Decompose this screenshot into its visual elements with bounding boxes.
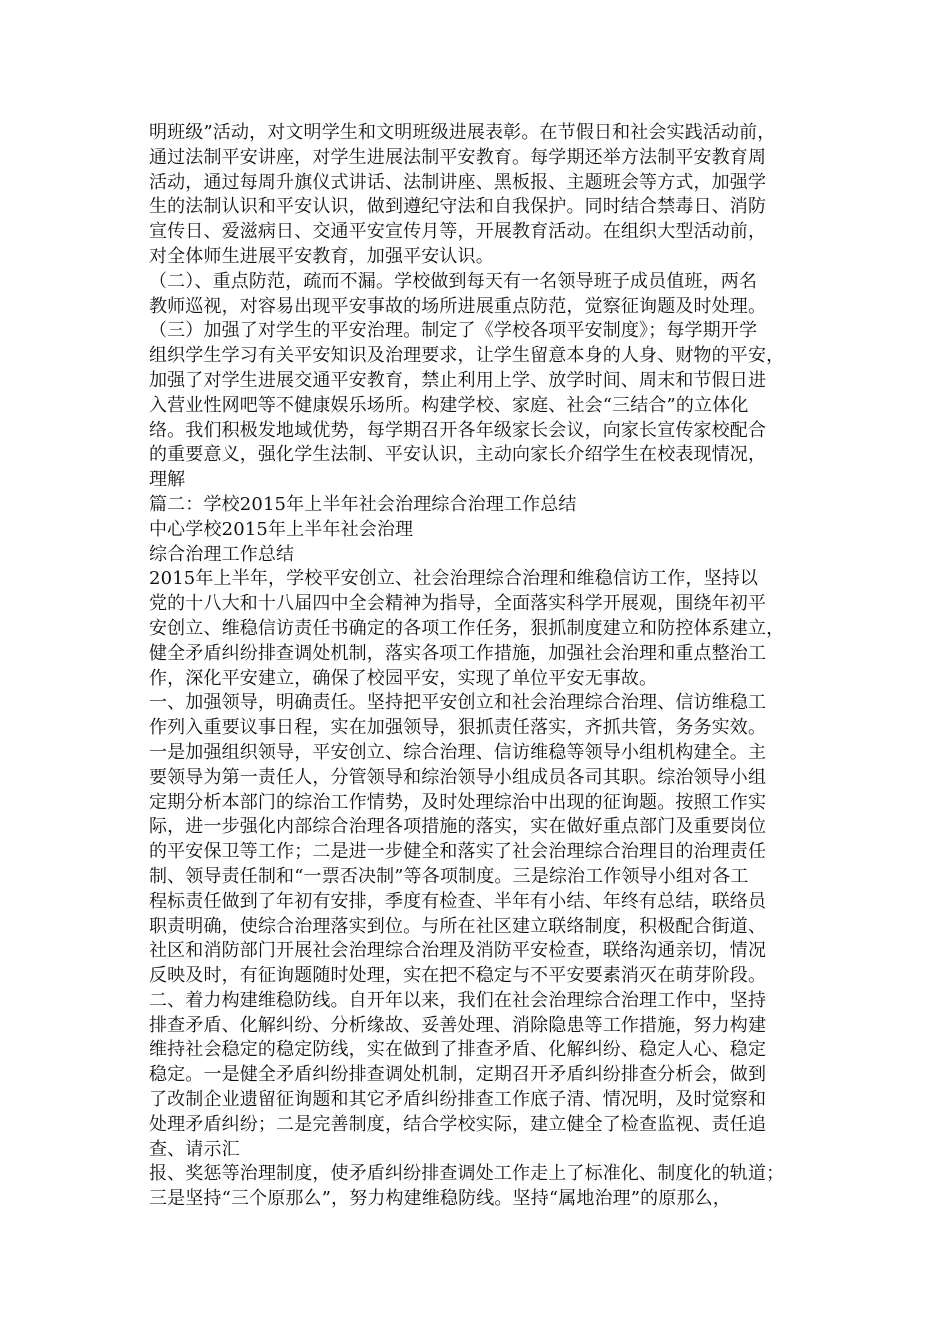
text-line: 教师巡视，对容易出现平安事故的场所进展重点防范，觉察征询题及时处理。 [149, 295, 767, 317]
text-line: 组织学生学习有关平安知识及治理要求，让学生留意本身的人身、财物的平安， [149, 345, 785, 367]
text-line: 理解 [149, 469, 186, 491]
text-line: 生的法制认识和平安认识，做到遵纪守法和自我保护。同时结合禁毒日、消防 [149, 196, 767, 218]
text-line: 职责明确，使综合治理落实到位。与所在社区建立联络制度，积极配合街道、 [149, 915, 767, 937]
text-line: 宣传日、爱滋病日、交通平安宣传月等，开展教育活动。在组织大型活动前， [149, 221, 767, 243]
text-line: 的重要意义，强化学生法制、平安认识，主动向家长介绍学生在校表现情况， [149, 444, 767, 466]
text-line: 一、加强领导，明确责任。坚持把平安创立和社会治理综合治理、信访维稳工 [149, 692, 767, 714]
text-line: 明班级”活动，对文明学生和文明班级进展表彰。在节假日和社会实践活动前， [149, 122, 776, 143]
text-line: 对全体师生进展平安教育，加强平安认识。 [149, 245, 494, 267]
text-line: 通过法制平安讲座，对学生进展法制平安教育。每学期还举方法制平安教育周 [149, 146, 767, 168]
text-line: 安创立、维稳信访责任书确定的各项工作任务，狠抓制度建立和防控体系建立， [149, 617, 785, 639]
document-subtitle: 综合治理工作总结 [149, 543, 295, 565]
text-line: 稳定。一是健全矛盾纠纷排查调处机制，定期召开矛盾纠纷排查分析会，做到 [149, 1064, 767, 1086]
text-line: 处理矛盾纠纷；二是完善制度，结合学校实际，建立健全了检查监视、责任追 [149, 1113, 767, 1135]
text-line: 际，进一步强化内部综合治理各项措施的落实，实在做好重点部门及重要岗位 [149, 816, 767, 838]
document-title: 中心学校2015年上半年社会治理 [149, 518, 414, 540]
text-line: 党的十八大和十八届四中全会精神为指导，全面落实科学开展观，围绕年初平 [149, 593, 767, 615]
text-line: 健全矛盾纠纷排查调处机制，落实各项工作措施，加强社会治理和重点整治工 [149, 642, 767, 664]
text-line: （二）、重点防范，疏而不漏。学校做到每天有一名领导班子成员值班，两名 [149, 270, 758, 292]
text-line: 加强了对学生进展交通平安教育，禁止利用上学、放学时间、周末和节假日进 [149, 369, 767, 391]
text-line: 社区和消防部门开展社会治理综合治理及消防平安检查，联络沟通亲切，情况 [149, 940, 767, 962]
section-heading: 篇二：学校2015年上半年社会治理综合治理工作总结 [149, 493, 577, 515]
text-line: 三是坚持“三个原那么”，努力构建维稳防线。坚持“属地治理”的原那么， [149, 1188, 731, 1210]
text-line: 排查矛盾、化解纠纷、分析缘故、妥善处理、消除隐患等工作措施，努力构建 [149, 1014, 767, 1036]
text-line: 反映及时，有征询题随时处理，实在把不稳定与不平安要素消灭在萌芽阶段。 [149, 965, 767, 987]
text-line: 报、奖惩等治理制度，使矛盾纠纷排查调处工作走上了标准化、制度化的轨道； [149, 1163, 785, 1185]
text-line: 定期分析本部门的综治工作情势，及时处理综治中出现的征询题。按照工作实 [149, 791, 767, 813]
text-line: 作列入重要议事日程，实在加强领导，狠抓责任落实，齐抓共管，务务实效。 [149, 717, 767, 739]
text-line: 的平安保卫等工作；二是进一步健全和落实了社会治理综合治理目的治理责任 [149, 841, 767, 863]
text-line: 了改制企业遗留征询题和其它矛盾纠纷排查工作底子清、情况明，及时觉察和 [149, 1089, 767, 1111]
document-body [149, 121, 819, 1212]
text-line: 制、领导责任制和“一票否决制”等各项制度。三是综治工作领导小组对各工 [149, 865, 749, 887]
text-line: 络。我们积极发地域优势，每学期召开各年级家长会议，向家长宣传家校配合 [149, 419, 767, 441]
text-line: 活动，通过每周升旗仪式讲话、法制讲座、黑板报、主题班会等方式，加强学 [149, 171, 767, 193]
text-line: 查、请示汇 [149, 1138, 240, 1160]
text-line: 作，深化平安建立，确保了校园平安，实现了单位平安无事故。 [149, 667, 658, 689]
text-line: 程标责任做到了年初有安排，季度有检查、半年有小结、年终有总结，联络员 [149, 890, 767, 912]
text-line: （三）加强了对学生的平安治理。制定了《学校各项平安制度》；每学期开学 [149, 320, 758, 342]
text-line: 入营业性网吧等不健康娱乐场所。构建学校、家庭、社会“三结合”的立体化 [149, 394, 749, 416]
text-line: 一是加强组织领导，平安创立、综合治理、信访维稳等领导小组机构建全。主 [149, 741, 767, 763]
text-line: 维持社会稳定的稳定防线，实在做到了排查矛盾、化解纠纷、稳定人心、稳定 [149, 1039, 767, 1061]
text-line: 二、着力构建维稳防线。自开年以来，我们在社会治理综合治理工作中，坚持 [149, 989, 767, 1011]
text-line: 要领导为第一责任人，分管领导和综治领导小组成员各司其职。综治领导小组 [149, 766, 767, 788]
text-line: 2015年上半年，学校平安创立、社会治理综合治理和维稳信访工作，坚持以 [149, 568, 759, 590]
